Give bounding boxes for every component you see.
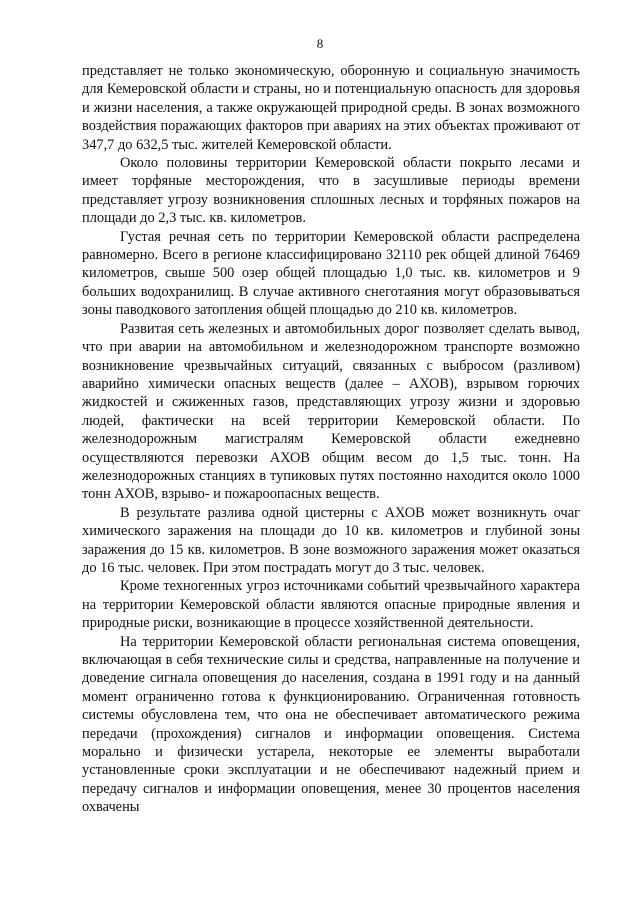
paragraph-chemical-spill: В результате разлива одной цистерны с АХОВ может возникнуть очаг химического заражения на площади до 10 кв. километров и глубиной зоны заражения до 15 кв. километров. В зоне возможного заражения может оказаться до 16 тыс. человек. При этом пострадать могут до 3 тыс. человек.	[82, 504, 580, 576]
paragraph-warning-system: На территории Кемеровской области региональная система оповещения, включающая в себя технические силы и средства, направленные на получение и доведение сигнала оповещения до населения, создана в 1991 году и на данный момент ограниченно готова к функционированию. Ограниченная готовность системы обусловлена тем, что она не обеспечивает автоматического режима передачи (прохождения) сигналов и информации оповещения. Система морально и физически устарела, некоторые ее элементы выработали установленные сроки эксплуатации и не обеспечивают надежный прием и передачу сигналов и информации оповещения, менее 30 процентов населения охвачены	[82, 633, 580, 816]
paragraph-transport: Развитая сеть железных и автомобильных дорог позволяет сделать вывод, что при аварии на автомобильном и железнодорожном транспорте возможно возникновение чрезвычайных ситуаций, связанных с выбросом (разливом) аварийно химически опасных веществ (далее – АХОВ), взрывом горючих жидкостей и сжиженных газов, представляющих угрозу жизни и здоровью людей, фактически на всей территории Кемеровской области. По железнодорожным магистралям Кемеровской области ежедневно осуществляются перевозки АХОВ общим весом до 1,5 тыс. тонн. На железнодорожных станциях в тупиковых путях постоянно находится около 1000 тонн АХОВ, взрыво- и пожароопасных веществ.	[82, 320, 580, 503]
paragraph-continuation: представляет не только экономическую, оборонную и социальную значимость для Кемеровской области и страны, но и потенциальную опасность для здоровья и жизни населения, а также окружающей природной среды. В зонах возможного воздействия поражающих факторов при авариях на этих объектах проживают от 347,7 до 632,5 тыс. жителей Кемеровской области.	[82, 63, 580, 153]
body-text	[82, 62, 580, 817]
paragraph-forests: Около половины территории Кемеровской области покрыто лесами и имеет торфяные месторождения, что в засушливые периоды времени представляет угрозу возникновения сплошных лесных и торфяных пожаров на площади до 2,3 тыс. кв. километров.	[82, 155, 580, 227]
page-number: 8	[316, 36, 324, 51]
paragraph-rivers: Густая речная сеть по территории Кемеровской области распределена равномерно. Всего в регионе классифицировано 32110 рек общей длиной 76469 километров, свыше 500 озер общей площадью 1,0 тыс. кв. километров и 9 больших водохранилищ. В случае активного снеготаяния могут образовываться зоны паводкового затопления общей площадью до 210 кв. километров.	[82, 228, 580, 319]
paragraph-natural-hazards: Кроме техногенных угроз источниками событий чрезвычайного характера на территории Кемеровской области являются опасные природные явления и природные риски, возникающие в процессе хозяйственной деятельности.	[82, 578, 580, 632]
